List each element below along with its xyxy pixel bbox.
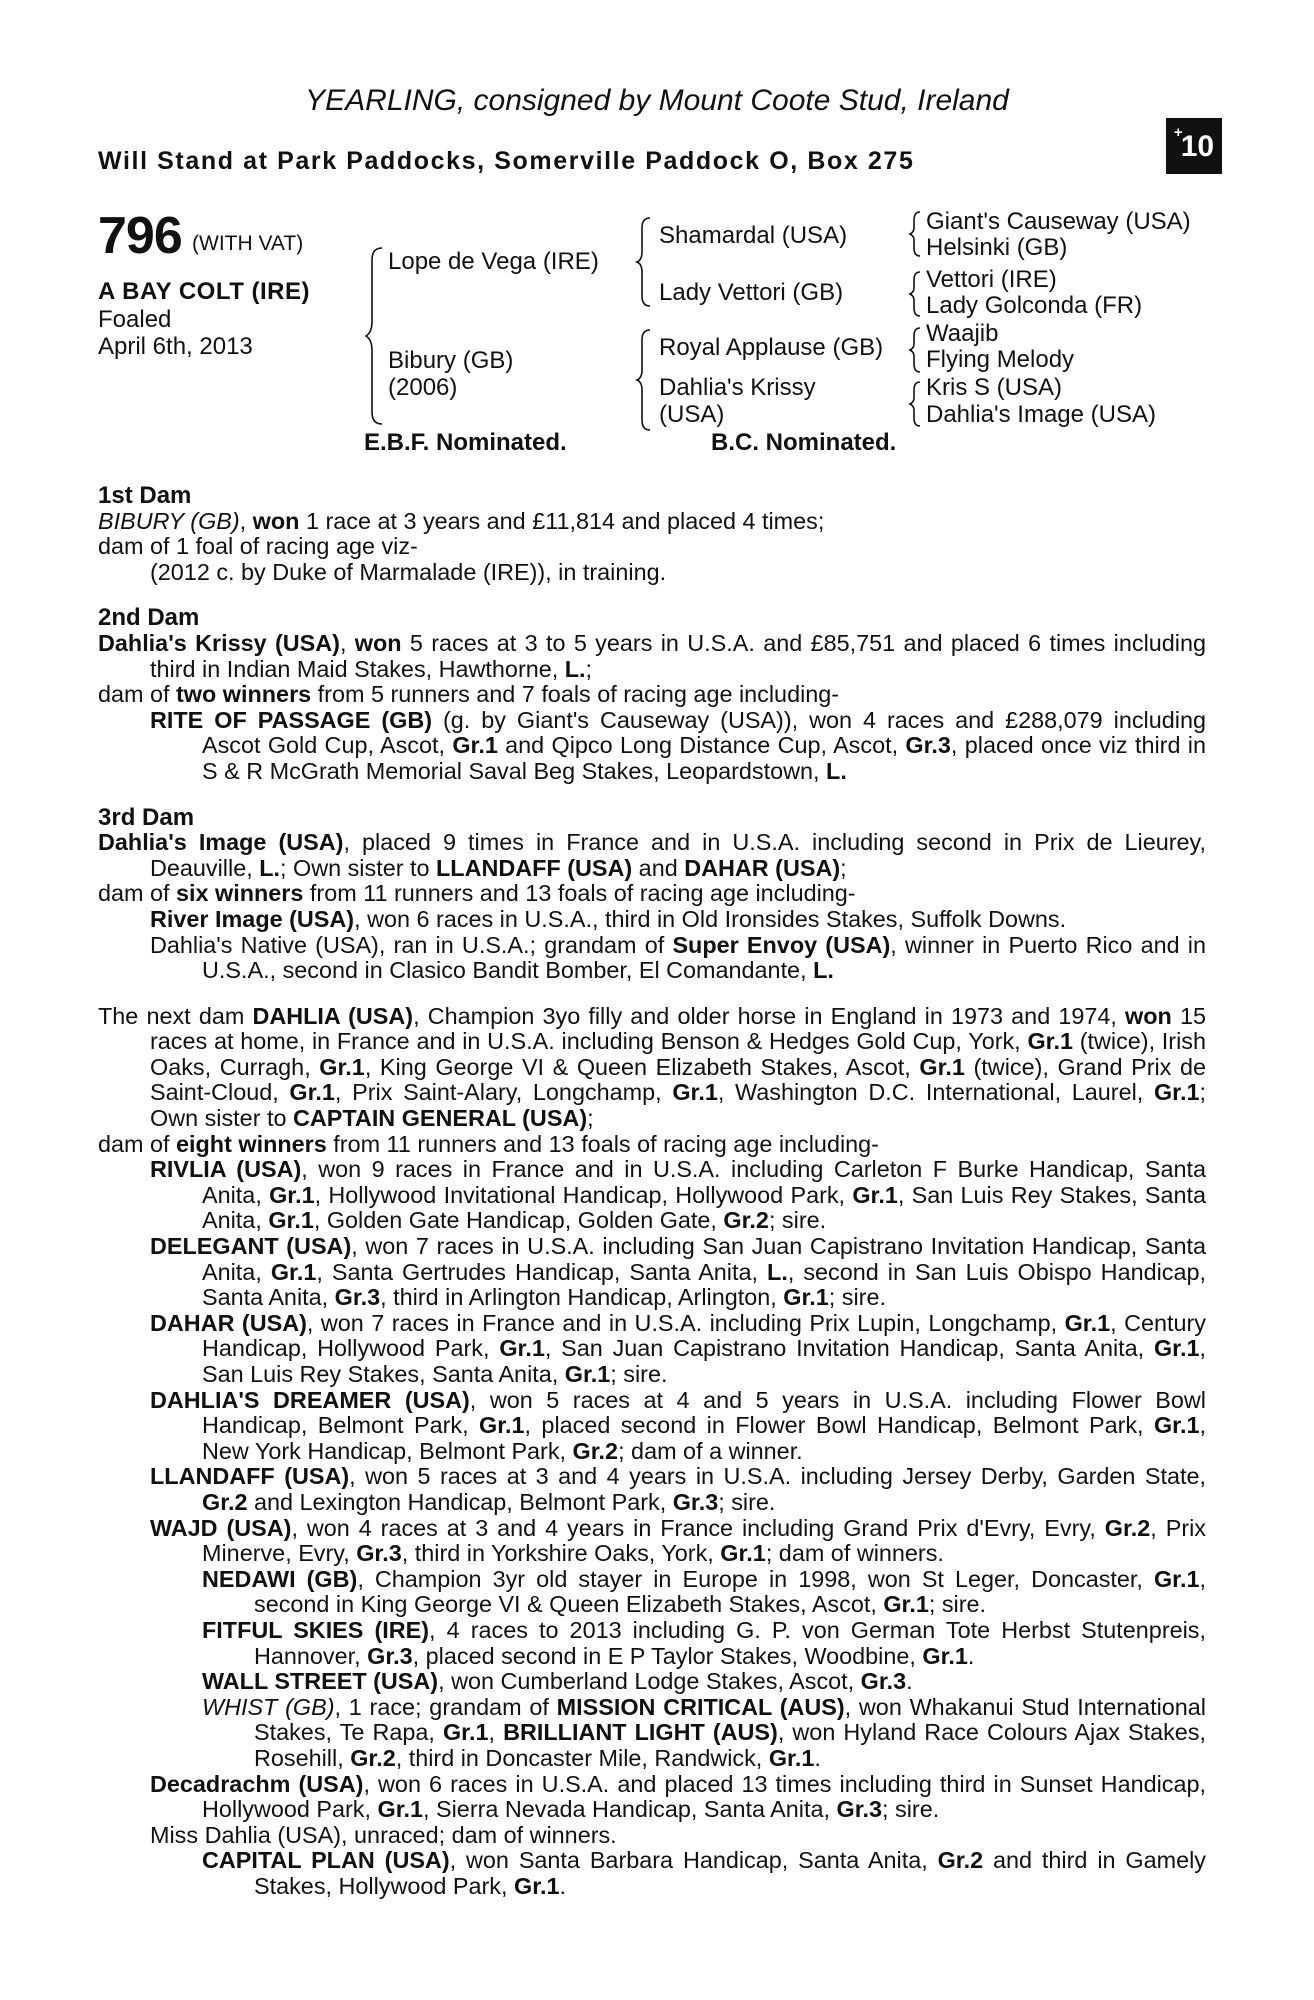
horse-name: WALL STREET (USA) xyxy=(202,1668,439,1695)
t: , Century Handicap, Hollywood Park, xyxy=(202,1309,1206,1362)
pedigree-dam-sire: Royal Applause (GB) xyxy=(659,334,884,361)
grade: Gr.1 xyxy=(922,1642,968,1669)
progeny-dahlias-dreamer xyxy=(150,1388,1206,1465)
t: ; sire. xyxy=(718,1488,776,1515)
t: , won Cumberland Lodge Stakes, Ascot, xyxy=(438,1668,861,1695)
t: (g. by Giant's Causeway (USA)), won 4 races and £288,079 including Ascot Gold Cup, Ascot, xyxy=(202,706,1206,759)
listed-mark: L. xyxy=(813,957,834,984)
progeny-wajd xyxy=(150,1516,1206,1567)
t: , placed second in Flower Bowl Handicap, Belmont Park, xyxy=(524,1412,1154,1439)
badge-mark: + xyxy=(1173,124,1183,141)
t: , Golden Gate Handicap, Golden Gate, xyxy=(313,1207,724,1234)
horse-name: DELEGANT (USA) xyxy=(150,1233,352,1260)
t: , won Whakanui Stud International Stakes, Te Rapa, xyxy=(254,1693,1206,1746)
grade: Gr.1 xyxy=(1153,1079,1200,1106)
t: , New York Handicap, Belmont Park, xyxy=(202,1412,1206,1464)
t: 15 races at home, in France and in U.S.A. including Benson & Hedges Gold Cup, York, xyxy=(150,1002,1206,1055)
winners-count: six winners xyxy=(176,880,304,907)
pedigree-g2: Helsinki (GB) xyxy=(926,234,1068,261)
first-dam-name: BIBURY (GB) xyxy=(98,507,240,534)
winners-count: eight winners xyxy=(176,1130,327,1157)
t: ; dam of winners. xyxy=(765,1540,944,1567)
grade: Gr.3 xyxy=(356,1540,402,1567)
horse-name: BRILLIANT LIGHT (AUS) xyxy=(503,1719,778,1746)
t: . xyxy=(906,1668,913,1695)
t: ; sire. xyxy=(882,1796,940,1823)
lot-number: 796 xyxy=(98,207,182,265)
grade: Gr.2 xyxy=(202,1488,248,1515)
t: , third in Yorkshire Oaks, York, xyxy=(401,1540,721,1567)
t: The next dam xyxy=(98,1002,253,1029)
t: , Prix Saint-Alary, Longchamp, xyxy=(334,1079,673,1106)
grade: Gr.3 xyxy=(905,732,951,759)
pedigree-g7: Kris S (USA) xyxy=(926,374,1063,401)
t: , 4 races to 2013 including G. P. von German Tote Herbst Stutenpreis, Hannover, xyxy=(254,1616,1207,1669)
horse-name: Super Envoy (USA) xyxy=(672,931,891,958)
second-dam-name: Dahlia's Krissy (USA) xyxy=(98,629,340,656)
t: , won 9 races in France and in U.S.A. including Carleton F Burke Handicap, Santa Anita, xyxy=(202,1156,1206,1208)
second-dam-text: 5 races at 3 to 5 years in U.S.A. and £85,751 and placed 6 times including third in Indian Maid Stakes, Hawthorne, xyxy=(150,629,1206,682)
damof: dam of xyxy=(98,1130,177,1157)
progeny-rivlia xyxy=(150,1157,1206,1234)
horse-name: LLANDAFF (USA) xyxy=(150,1463,350,1490)
horse-name: RITE OF PASSAGE (GB) xyxy=(150,706,432,733)
consignor-line: YEARLING, consigned by Mount Coote Stud, Ireland xyxy=(305,84,1009,117)
grade: Gr.1 xyxy=(452,732,498,759)
next-dam-record xyxy=(98,1004,1206,1132)
won: won xyxy=(1125,1002,1172,1029)
pedigree-sire-dam: Lady Vettori (GB) xyxy=(659,279,844,306)
grade: Gr.1 xyxy=(883,1591,929,1618)
third-dam-name: Dahlia's Image (USA) xyxy=(98,829,344,856)
t: ; dam of a winner. xyxy=(618,1437,803,1464)
grade: Gr.2 xyxy=(572,1437,619,1464)
grade: Gr.2 xyxy=(937,1847,984,1874)
t: , Hollywood Invitational Handicap, Hollywood Park, xyxy=(314,1181,853,1208)
horse-name: RIVLIA (USA) xyxy=(150,1156,302,1183)
damof-rest: from 11 runners and 13 foals of racing age including- xyxy=(303,880,856,907)
grade: Gr.2 xyxy=(1104,1514,1151,1541)
damof-rest: from 5 runners and 7 foals of racing age including- xyxy=(311,681,840,708)
t: , winner in Puerto Rico and in U.S.A., second in Clasico Bandit Bomber, El Comandante, xyxy=(202,931,1206,984)
progeny-fitful-skies xyxy=(202,1618,1206,1669)
first-dam-produce: dam of 1 foal of racing age viz- xyxy=(98,533,418,560)
first-dam-foal: (2012 c. by Duke of Marmalade (IRE)), in training. xyxy=(150,558,667,585)
t: , won 5 races at 4 and 5 years in U.S.A. including Flower Bowl Handicap, Belmont Park, xyxy=(202,1386,1207,1439)
grade: Gr.1 xyxy=(514,1872,560,1899)
pedigree-sire: Lope de Vega (IRE) xyxy=(388,248,599,275)
horse-name: WAJD (USA) xyxy=(150,1514,292,1541)
horse-name: CAPITAL PLAN (USA) xyxy=(202,1847,450,1874)
t: , won 5 races at 3 and 4 years in U.S.A. including Jersey Derby, Garden State, xyxy=(349,1463,1206,1490)
grade: Gr.2 xyxy=(723,1207,769,1234)
t: , Sierra Nevada Handicap, Santa Anita, xyxy=(423,1796,837,1823)
t: , third in Doncaster Mile, Randwick, xyxy=(395,1744,769,1771)
t: , placed 9 times in France and in U.S.A. including second in Prix de Lieurey, Deauville, xyxy=(150,829,1206,881)
grade: Gr.1 xyxy=(1027,1028,1073,1055)
pedigree-g6: Flying Melody xyxy=(926,346,1075,373)
progeny-miss-dahlia: Miss Dahlia (USA), unraced; dam of winners. xyxy=(150,1821,617,1848)
t: , San Luis Rey Stakes, Santa Anita, xyxy=(202,1181,1207,1234)
t: ; Own sister to xyxy=(280,854,436,881)
t: . xyxy=(559,1872,567,1899)
t: ; sire. xyxy=(610,1361,668,1387)
grade: Gr.1 xyxy=(499,1335,545,1362)
horse-name: DAHLIA'S DREAMER (USA) xyxy=(150,1386,470,1413)
t: , third in Arlington Handicap, Arlington, xyxy=(380,1284,784,1311)
pedigree-g5: Waajib xyxy=(926,320,999,347)
damof-rest: from 11 runners and 13 foals of racing age including- xyxy=(326,1130,879,1157)
horse-name: FITFUL SKIES (IRE) xyxy=(202,1616,430,1643)
t: , San Juan Capistrano Invitation Handicap, Santa Anita, xyxy=(544,1335,1154,1362)
t: , Santa Gertrudes Handicap, Santa Anita, xyxy=(316,1258,768,1285)
t: , placed second in E P Taylor Stakes, Woodbine, xyxy=(412,1642,923,1669)
pedigree-sire-sire: Shamardal (USA) xyxy=(659,222,848,249)
listed-mark: L. xyxy=(826,757,847,784)
t: , xyxy=(488,1719,504,1746)
grade: Gr.3 xyxy=(367,1642,413,1669)
catalogue-body xyxy=(98,483,1206,1899)
grade: Gr.3 xyxy=(334,1284,381,1311)
pedigree-g1: Giant's Causeway (USA) xyxy=(926,208,1191,235)
progeny-llandaff xyxy=(150,1464,1206,1515)
progeny-dahar xyxy=(150,1311,1206,1388)
grade: Gr.1 xyxy=(564,1361,611,1387)
horse-name: WHIST (GB) xyxy=(202,1693,335,1720)
t: , Washington D.C. International, Laurel, xyxy=(717,1079,1154,1106)
t: , won 4 races at 3 and 4 years in France including Grand Prix d'Evry, Evry, xyxy=(291,1514,1105,1541)
progeny-rite-of-passage xyxy=(150,708,1206,785)
t: ; sire. xyxy=(928,1591,987,1618)
horse-name: DAHLIA (USA) xyxy=(252,1002,414,1029)
progeny-decadrachm xyxy=(150,1772,1206,1823)
damof: dam of xyxy=(98,880,177,907)
progeny-capital-plan xyxy=(202,1848,1206,1899)
horse-name: MISSION CRITICAL (AUS) xyxy=(556,1693,845,1720)
t: , won 7 races in France and in U.S.A. including Prix Lupin, Longchamp, xyxy=(306,1309,1065,1336)
t: , San Luis Rey Stakes, Santa Anita, xyxy=(202,1335,1206,1387)
pedigree-dam-dam-country: (USA) xyxy=(659,401,725,428)
grade: Gr.1 xyxy=(852,1181,898,1208)
third-dam-produce xyxy=(98,881,1206,907)
foaled-date: April 6th, 2013 xyxy=(98,333,253,360)
listed-mark: L. xyxy=(564,655,586,682)
pedigree-g3: Vettori (IRE) xyxy=(926,266,1057,293)
t: , Champion 3yo filly and older horse in England in 1973 and 1974, xyxy=(413,1002,1126,1029)
grade: Gr.1 xyxy=(377,1796,424,1823)
lot-vat: (WITH VAT) xyxy=(192,232,304,255)
progeny-delegant xyxy=(150,1234,1206,1311)
second-dam-produce xyxy=(98,682,1206,708)
t: , Champion 3yr old stayer in Europe in 1998, won St Leger, Doncaster, xyxy=(357,1565,1154,1592)
second-dam-won: won xyxy=(354,629,402,656)
grade: Gr.3 xyxy=(860,1668,907,1695)
pedigree-dam-dam: Dahlia's Krissy xyxy=(659,374,816,401)
t: , placed once viz third in S & R McGrath Memorial Saval Beg Stakes, Leopardstown, xyxy=(202,732,1206,784)
t: . xyxy=(814,1744,821,1771)
grade: Gr.2 xyxy=(350,1744,396,1771)
t: , won 6 races in U.S.A. and placed 13 times including third in Sunset Handicap, Hollywood Park, xyxy=(202,1770,1207,1823)
grade: Gr.1 xyxy=(319,1053,365,1080)
t: ; Own sister to xyxy=(150,1079,1206,1132)
grade: Gr.1 xyxy=(672,1079,718,1106)
first-dam-text: 1 race at 3 years and £11,814 and placed 4 times; xyxy=(299,507,825,534)
grade: Gr.1 xyxy=(269,1181,315,1208)
t: , second in King George VI & Queen Elizabeth Stakes, Ascot, xyxy=(254,1565,1206,1618)
progeny-whist xyxy=(202,1695,1206,1772)
grade: Gr.1 xyxy=(270,1258,317,1285)
progeny-wall-street xyxy=(202,1669,1206,1695)
damof: dam of xyxy=(98,681,177,708)
listed-mark: L. xyxy=(767,1258,788,1285)
horse-name: Decadrachm (USA) xyxy=(150,1770,364,1797)
third-dam-record xyxy=(98,830,1206,881)
t: ; sire. xyxy=(768,1207,827,1234)
first-dam-record: BIBURY (GB), won 1 race at 3 years and £11,814 and placed 4 times; xyxy=(98,507,825,534)
grade: Gr.1 xyxy=(919,1053,965,1080)
t: Dahlia's Native (USA), ran in U.S.A.; grandam of xyxy=(150,931,673,958)
progeny-nedawi xyxy=(202,1567,1206,1618)
t: , won 7 races in U.S.A. including San Juan Capistrano Invitation Handicap, Santa Anita, xyxy=(202,1233,1206,1285)
t: and Lexington Handicap, Belmont Park, xyxy=(247,1488,673,1515)
horse-name: LLANDAFF (USA) xyxy=(436,854,633,881)
foaled-label: Foaled xyxy=(98,306,172,333)
punct: ; xyxy=(840,854,847,881)
t: , won Santa Barbara Handicap, Santa Anita, xyxy=(449,1847,938,1874)
t: and xyxy=(632,854,685,881)
progeny-dahlias-native xyxy=(150,933,1206,984)
grade: Gr.1 xyxy=(268,1207,314,1234)
listed-mark: L. xyxy=(259,854,281,881)
grade: Gr.1 xyxy=(289,1079,335,1106)
progeny-river-image xyxy=(150,907,1206,933)
t: , second in San Luis Obispo Handicap, Santa Anita, xyxy=(202,1258,1207,1311)
t: (twice), Irish Oaks, Curragh, xyxy=(150,1028,1206,1080)
t: , Prix Minerve, Evry, xyxy=(202,1514,1207,1567)
first-dam-heading: 1st Dam xyxy=(98,482,192,509)
ebf-nominated: E.B.F. Nominated. xyxy=(364,429,567,456)
pedigree-g4: Lady Golconda (FR) xyxy=(926,292,1143,319)
grade: Gr.1 xyxy=(479,1412,525,1439)
lot-title: A BAY COLT (IRE) xyxy=(98,278,311,305)
grade: Gr.1 xyxy=(1153,1335,1200,1362)
grade: Gr.3 xyxy=(836,1796,883,1823)
pedigree-dam: Bibury (GB) xyxy=(388,347,514,374)
t: , King George VI & Queen Elizabeth Stakes, Ascot, xyxy=(364,1053,920,1080)
winners-count: two winners xyxy=(176,681,312,708)
pedigree-dam-year: (2006) xyxy=(388,374,458,401)
t: and third in Gamely Stakes, Hollywood Park, xyxy=(254,1847,1206,1899)
t: , 1 race; grandam of xyxy=(334,1693,557,1720)
grade: Gr.3 xyxy=(672,1488,719,1515)
bc-nominated: B.C. Nominated. xyxy=(711,429,897,456)
punct: ; xyxy=(587,1105,594,1132)
second-dam-heading: 2nd Dam xyxy=(98,604,200,632)
third-dam-heading: 3rd Dam xyxy=(98,803,195,831)
t: , won 6 races in U.S.A., third in Old Ironsides Stakes, Suffolk Downs. xyxy=(354,905,1067,932)
horse-name: River Image (USA) xyxy=(150,905,355,932)
grade: Gr.1 xyxy=(783,1284,829,1311)
grade: Gr.1 xyxy=(1153,1565,1200,1592)
first-dam-won: won xyxy=(252,507,300,534)
badge-number: 10 xyxy=(1180,130,1215,163)
pedigree-g8: Dahlia's Image (USA) xyxy=(926,401,1156,428)
horse-name: CAPTAIN GENERAL (USA) xyxy=(292,1105,588,1132)
next-dam-produce xyxy=(98,1132,1206,1158)
t: ; sire. xyxy=(828,1284,886,1311)
grade: Gr.1 xyxy=(768,1744,815,1771)
horse-name: DAHAR (USA) xyxy=(684,854,841,881)
second-dam-record: Dahlia's Krissy (USA), won 5 races at 3 to 5 years in U.S.A. and £85,751 and placed 6 times including third in Indian Maid Stakes, Hawthorne, L.; xyxy=(98,629,1206,682)
t: and Qipco Long Distance Cup, Ascot, xyxy=(497,732,906,759)
horse-name: NEDAWI (GB) xyxy=(202,1565,358,1592)
t: . xyxy=(967,1642,975,1669)
grade: Gr.1 xyxy=(442,1719,489,1746)
punct: ; xyxy=(585,655,593,682)
grade: Gr.1 xyxy=(1153,1412,1200,1439)
t: (twice), Grand Prix de Saint-Cloud, xyxy=(150,1053,1206,1106)
grade: Gr.1 xyxy=(1064,1309,1111,1336)
grade: Gr.1 xyxy=(720,1540,766,1567)
horse-name: DAHAR (USA) xyxy=(150,1309,307,1336)
location-line: Will Stand at Park Paddocks, Somerville Paddock O, Box 275 xyxy=(98,147,915,175)
t: , won Hyland Race Colours Ajax Stakes, Rosehill, xyxy=(254,1719,1206,1771)
